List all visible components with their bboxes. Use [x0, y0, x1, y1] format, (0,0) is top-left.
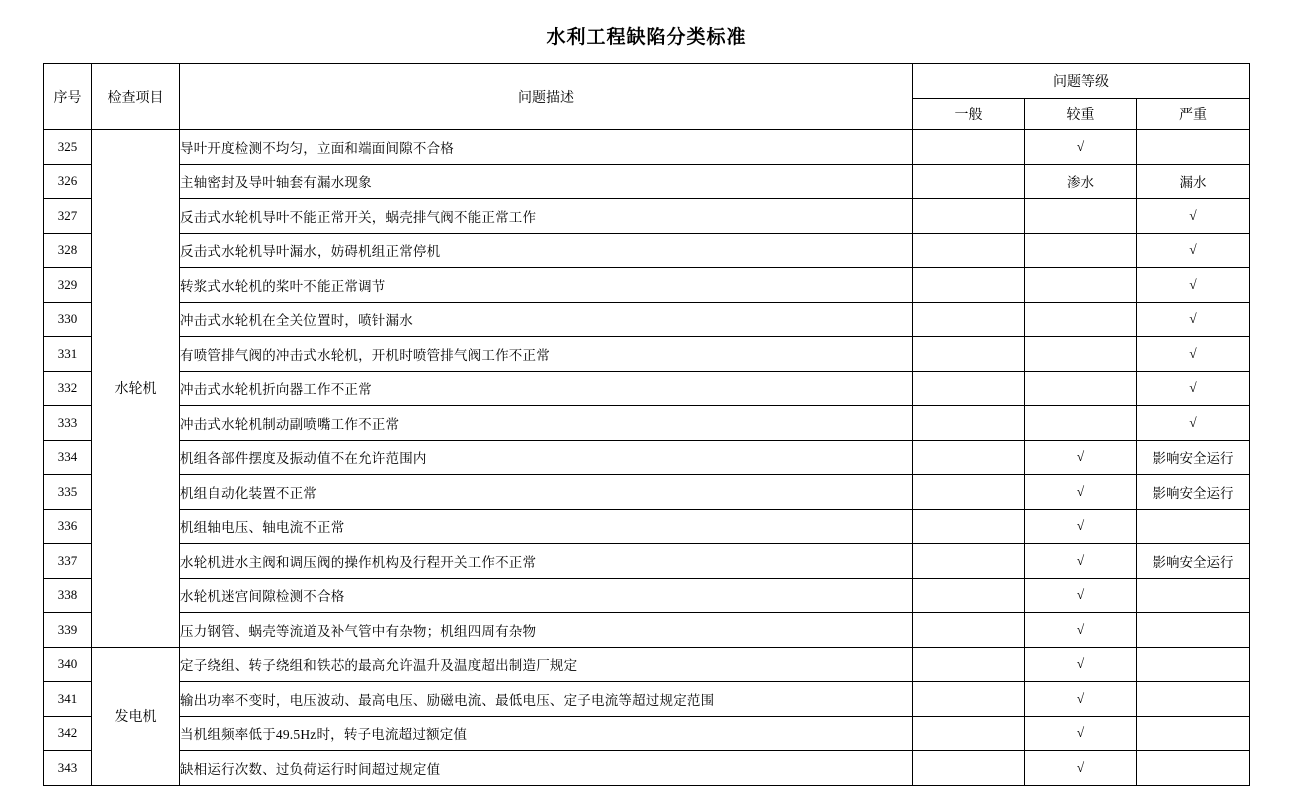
cell-level-3: 影响安全运行 [1137, 475, 1250, 510]
cell-seq: 334 [44, 440, 92, 475]
cell-description: 当机组频率低于49.5Hz时，转子电流超过额定值 [180, 716, 913, 751]
cell-level-2: √ [1025, 578, 1137, 613]
cell-level-1 [913, 371, 1025, 406]
cell-level-2: √ [1025, 544, 1137, 579]
cell-level-1 [913, 406, 1025, 441]
cell-description: 输出功率不变时，电压波动、最高电压、励磁电流、最低电压、定子电流等超过规定范围 [180, 682, 913, 717]
cell-level-1 [913, 544, 1025, 579]
cell-seq: 326 [44, 164, 92, 199]
cell-description: 反击式水轮机导叶不能正常开关，蜗壳排气阀不能正常工作 [180, 199, 913, 234]
cell-level-1 [913, 475, 1025, 510]
table-row [44, 509, 1250, 544]
column-header-item: 检查项目 [92, 64, 180, 130]
table-row [44, 268, 1250, 303]
cell-level-2: √ [1025, 440, 1137, 475]
cell-level-1 [913, 578, 1025, 613]
cell-level-3: √ [1137, 337, 1250, 372]
table-row [44, 199, 1250, 234]
column-header-level-group: 问题等级 [913, 64, 1250, 99]
cell-level-3: 漏水 [1137, 164, 1250, 199]
cell-level-1 [913, 751, 1025, 786]
cell-seq: 332 [44, 371, 92, 406]
cell-seq: 337 [44, 544, 92, 579]
table-row [44, 440, 1250, 475]
column-header-seq: 序号 [44, 64, 92, 130]
cell-seq: 343 [44, 751, 92, 786]
cell-level-1 [913, 199, 1025, 234]
table-row [44, 337, 1250, 372]
table-row [44, 371, 1250, 406]
cell-level-3: √ [1137, 268, 1250, 303]
cell-level-3 [1137, 716, 1250, 751]
cell-level-3: √ [1137, 302, 1250, 337]
table-row [44, 475, 1250, 510]
cell-seq: 340 [44, 647, 92, 682]
cell-seq: 335 [44, 475, 92, 510]
cell-description: 冲击式水轮机在全关位置时，喷针漏水 [180, 302, 913, 337]
cell-description: 定子绕组、转子绕组和铁芯的最高允许温升及温度超出制造厂规定 [180, 647, 913, 682]
cell-level-1 [913, 613, 1025, 648]
column-header-level-2: 较重 [1025, 99, 1137, 130]
cell-level-1 [913, 233, 1025, 268]
cell-level-3 [1137, 613, 1250, 648]
cell-description: 压力钢管、蜗壳等流道及补气管中有杂物；机组四周有杂物 [180, 613, 913, 648]
cell-level-3: 影响安全运行 [1137, 440, 1250, 475]
table-header [44, 64, 1250, 130]
cell-description: 反击式水轮机导叶漏水，妨碍机组正常停机 [180, 233, 913, 268]
table-row [44, 578, 1250, 613]
cell-description: 机组轴电压、轴电流不正常 [180, 509, 913, 544]
cell-seq: 341 [44, 682, 92, 717]
cell-level-1 [913, 509, 1025, 544]
cell-level-3: √ [1137, 233, 1250, 268]
table-row [44, 751, 1250, 786]
cell-level-2 [1025, 199, 1137, 234]
table-row [44, 647, 1250, 682]
cell-level-2 [1025, 302, 1137, 337]
cell-seq: 329 [44, 268, 92, 303]
table-row [44, 682, 1250, 717]
cell-description: 转浆式水轮机的桨叶不能正常调节 [180, 268, 913, 303]
cell-description: 缺相运行次数、过负荷运行时间超过规定值 [180, 751, 913, 786]
cell-level-1 [913, 716, 1025, 751]
cell-level-1 [913, 647, 1025, 682]
cell-level-3 [1137, 578, 1250, 613]
cell-description: 有喷管排气阀的冲击式水轮机，开机时喷管排气阀工作不正常 [180, 337, 913, 372]
cell-level-3 [1137, 509, 1250, 544]
cell-seq: 327 [44, 199, 92, 234]
cell-item-group-hydro-turbine: 水轮机 [92, 130, 180, 648]
cell-level-3 [1137, 647, 1250, 682]
cell-description: 冲击式水轮机折向器工作不正常 [180, 371, 913, 406]
cell-seq: 339 [44, 613, 92, 648]
table-row [44, 406, 1250, 441]
cell-level-1 [913, 164, 1025, 199]
cell-level-3: √ [1137, 371, 1250, 406]
cell-seq: 328 [44, 233, 92, 268]
cell-seq: 336 [44, 509, 92, 544]
column-header-level-1: 一般 [913, 99, 1025, 130]
cell-seq: 331 [44, 337, 92, 372]
cell-description: 主轴密封及导叶轴套有漏水现象 [180, 164, 913, 199]
cell-level-2: √ [1025, 509, 1137, 544]
cell-level-2 [1025, 371, 1137, 406]
cell-level-2: √ [1025, 475, 1137, 510]
cell-level-2: √ [1025, 682, 1137, 717]
cell-level-3 [1137, 130, 1250, 165]
cell-seq: 338 [44, 578, 92, 613]
cell-level-2: √ [1025, 751, 1137, 786]
cell-level-2 [1025, 268, 1137, 303]
defect-classification-table [43, 63, 1250, 786]
cell-description: 机组各部件摆度及振动值不在允许范围内 [180, 440, 913, 475]
cell-level-1 [913, 682, 1025, 717]
cell-level-3 [1137, 682, 1250, 717]
cell-seq: 325 [44, 130, 92, 165]
table-row [44, 130, 1250, 165]
table-row [44, 164, 1250, 199]
cell-level-2 [1025, 337, 1137, 372]
cell-description: 导叶开度检测不均匀，立面和端面间隙不合格 [180, 130, 913, 165]
cell-level-2 [1025, 406, 1137, 441]
table-row [44, 716, 1250, 751]
cell-level-2: 渗水 [1025, 164, 1137, 199]
cell-level-2: √ [1025, 647, 1137, 682]
cell-level-3: √ [1137, 199, 1250, 234]
cell-level-1 [913, 337, 1025, 372]
table-row [44, 302, 1250, 337]
table-row [44, 613, 1250, 648]
cell-level-1 [913, 302, 1025, 337]
cell-seq: 333 [44, 406, 92, 441]
column-header-description: 问题描述 [180, 64, 913, 130]
cell-level-2 [1025, 233, 1137, 268]
cell-level-2: √ [1025, 613, 1137, 648]
table-row [44, 544, 1250, 579]
cell-item-group-generator: 发电机 [92, 647, 180, 785]
table-row [44, 233, 1250, 268]
page-title: 水利工程缺陷分类标准 [546, 27, 747, 48]
cell-seq: 342 [44, 716, 92, 751]
cell-level-2: √ [1025, 130, 1137, 165]
cell-level-3: 影响安全运行 [1137, 544, 1250, 579]
cell-level-3: √ [1137, 406, 1250, 441]
cell-level-2: √ [1025, 716, 1137, 751]
cell-description: 水轮机进水主阀和调压阀的操作机构及行程开关工作不正常 [180, 544, 913, 579]
cell-level-1 [913, 130, 1025, 165]
cell-description: 机组自动化装置不正常 [180, 475, 913, 510]
cell-seq: 330 [44, 302, 92, 337]
cell-level-3 [1137, 751, 1250, 786]
table-body [44, 130, 1250, 786]
cell-description: 水轮机迷宫间隙检测不合格 [180, 578, 913, 613]
cell-level-1 [913, 440, 1025, 475]
column-header-level-3: 严重 [1137, 99, 1250, 130]
cell-description: 冲击式水轮机制动副喷嘴工作不正常 [180, 406, 913, 441]
cell-level-1 [913, 268, 1025, 303]
